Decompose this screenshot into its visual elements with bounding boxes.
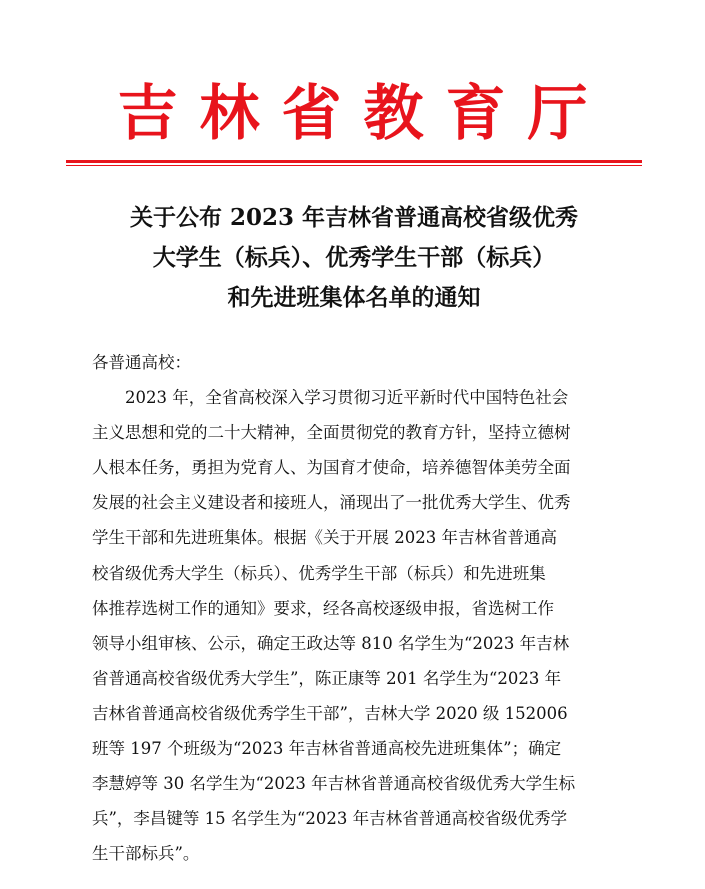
salutation: 各普通高校： bbox=[92, 353, 191, 372]
body-line: 人根本任务，勇担为党育人、为国育才使命，培养德智体美劳全面 bbox=[92, 458, 571, 478]
title-line: 关于公布 2023 年吉林省普通高校省级优秀 bbox=[129, 204, 579, 231]
title-line: 和先进班集体名单的通知 bbox=[227, 284, 481, 311]
document-title bbox=[66, 198, 642, 318]
header-rule-thick bbox=[66, 160, 642, 163]
body-line: 体推荐选树工作的通知》要求，经各高校逐级申报，省选树工作 bbox=[92, 598, 554, 618]
body-line: 发展的社会主义建设者和接班人，涌现出了一批优秀大学生、优秀 bbox=[92, 493, 571, 513]
body-line: 主义思想和党的二十大精神，全面贯彻党的教育方针，坚持立德树 bbox=[92, 423, 571, 443]
body-line: 兵”，李昌键等 15 名学生为“2023 年吉林省普通高校省级优秀学 bbox=[92, 809, 568, 829]
body-line: 李慧婷等 30 名学生为“2023 年吉林省普通高校省级优秀大学生标 bbox=[92, 774, 576, 794]
body-line: 学生干部和先进班集体。根据《关于开展 2023 年吉林省普通高 bbox=[92, 528, 557, 548]
document-body bbox=[92, 345, 622, 871]
body-line: 班等 197 个班级为“2023 年吉林省普通高校先进班集体”；确定 bbox=[92, 739, 562, 759]
body-line: 领导小组审核、公示，确定王政达等 810 名学生为“2023 年吉林 bbox=[92, 633, 570, 653]
body-line: 2023 年，全省高校深入学习贯彻习近平新时代中国特色社会 bbox=[92, 388, 569, 408]
body-line: 校省级优秀大学生（标兵）、优秀学生干部（标兵）和先进班集 bbox=[92, 563, 546, 583]
header-rule-thin bbox=[66, 165, 642, 166]
issuer-header: 吉林省教育厅 bbox=[117, 79, 610, 149]
title-line: 大学生（标兵）、优秀学生干部（标兵） bbox=[152, 244, 556, 271]
body-line: 吉林省普通高校省级优秀学生干部”，吉林大学 2020 级 152006 bbox=[92, 703, 568, 723]
body-line: 生干部标兵”。 bbox=[92, 844, 200, 864]
body-line: 省普通高校省级优秀大学生”，陈正康等 201 名学生为“2023 年 bbox=[92, 668, 562, 688]
